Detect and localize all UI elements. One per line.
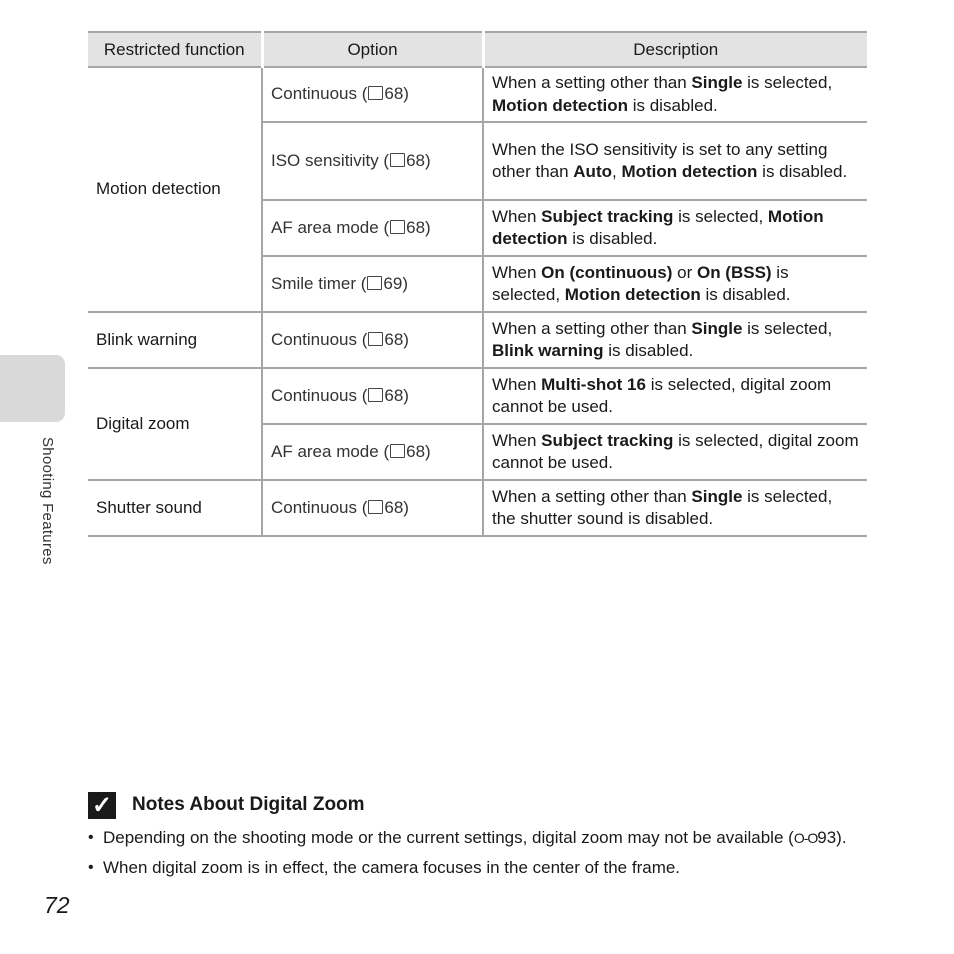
option-label: Smile timer ( <box>271 273 367 293</box>
table-row <box>88 480 867 536</box>
book-reference-icon <box>368 332 383 346</box>
description-emphasis: Auto <box>573 162 612 181</box>
option-cell <box>262 480 483 536</box>
option-cell <box>262 368 483 424</box>
description-emphasis: Subject tracking <box>541 430 674 450</box>
restrictions-table <box>88 31 867 537</box>
page-reference: 68) <box>384 385 409 405</box>
page-reference: 68) <box>384 84 409 104</box>
note-text: When digital zoom is in effect, the camera focuses in the center of the frame. <box>103 858 681 877</box>
book-reference-icon <box>390 220 405 234</box>
option-label: Continuous ( <box>271 385 368 405</box>
description-emphasis: Single <box>691 73 743 92</box>
description-emphasis: On (BSS) <box>696 262 772 282</box>
table-row <box>88 368 867 424</box>
page-reference: 69) <box>383 273 408 293</box>
description-emphasis: On (continuous) <box>541 262 673 282</box>
description-text: When <box>492 374 542 394</box>
page-reference: 68) <box>384 329 409 349</box>
description-cell <box>483 122 867 200</box>
page-reference: 68) <box>384 497 409 517</box>
table-header-row <box>88 32 867 67</box>
description-emphasis: Single <box>691 318 743 338</box>
description-text: When a setting other than <box>492 486 692 506</box>
description-cell <box>483 312 867 368</box>
description-emphasis: Motion detection <box>564 285 701 304</box>
option-label: Continuous ( <box>271 329 368 349</box>
description-text: , <box>612 162 622 181</box>
description-cell <box>483 256 867 312</box>
option-label: Continuous ( <box>271 497 368 517</box>
description-text: When a setting other than <box>492 318 692 338</box>
table-row <box>88 312 867 368</box>
description-text: is disabled. <box>757 162 848 181</box>
description-cell <box>483 424 867 480</box>
description-text: is selected, the shutter sound is disabled. <box>492 486 833 528</box>
description-text: When <box>492 430 542 450</box>
option-cell <box>262 312 483 368</box>
reference-section-icon: O-O <box>793 830 818 846</box>
header-description: Description <box>483 32 867 67</box>
description-text: is selected, <box>742 318 833 338</box>
restricted-function-cell: Blink warning <box>88 312 262 368</box>
description-cell <box>483 368 867 424</box>
description-emphasis: Single <box>691 486 743 506</box>
description-text: or <box>672 262 697 282</box>
option-cell <box>262 256 483 312</box>
header-option: Option <box>262 32 483 67</box>
note-bullet <box>88 856 868 879</box>
page-reference: 68) <box>406 441 431 461</box>
restricted-function-cell: Motion detection <box>88 67 262 312</box>
notes-section <box>88 790 868 885</box>
description-text: is selected, <box>742 73 833 92</box>
book-reference-icon <box>368 500 383 514</box>
description-cell <box>483 67 867 122</box>
notes-header <box>88 790 868 820</box>
section-tab <box>0 355 65 422</box>
book-reference-icon <box>368 86 383 100</box>
book-reference-icon <box>368 388 383 402</box>
table-body <box>88 67 867 536</box>
description-emphasis: Subject tracking <box>541 206 674 226</box>
option-cell <box>262 67 483 122</box>
description-text: is disabled. <box>567 229 658 248</box>
description-text: is selected, <box>492 262 789 304</box>
restricted-function-cell: Digital zoom <box>88 368 262 480</box>
header-restricted-function: Restricted function <box>88 32 262 67</box>
description-text: is disabled. <box>700 285 791 304</box>
description-text: When a setting other than <box>492 73 692 92</box>
description-text: is selected, <box>673 206 768 226</box>
description-text: is disabled. <box>627 95 718 115</box>
note-bullet <box>88 826 868 850</box>
description-text: is selected, digital zoom cannot be used. <box>492 374 832 416</box>
notes-list <box>88 826 868 879</box>
book-reference-icon <box>390 444 405 458</box>
option-cell <box>262 200 483 256</box>
check-icon: ✓ <box>88 792 116 819</box>
page-number: 72 <box>44 892 70 918</box>
book-reference-icon <box>390 153 405 167</box>
description-emphasis: Motion detection <box>492 95 628 115</box>
note-ref: 93). <box>817 828 847 847</box>
option-label: ISO sensitivity ( <box>271 150 390 170</box>
option-label: AF area mode ( <box>271 441 390 461</box>
table-row <box>88 67 867 122</box>
page-reference: 68) <box>406 217 431 237</box>
option-label: AF area mode ( <box>271 217 390 237</box>
description-cell <box>483 480 867 536</box>
section-label: Shooting Features <box>39 437 56 565</box>
description-text: is disabled. <box>603 341 694 360</box>
description-emphasis: Multi-shot 16 <box>541 374 646 394</box>
option-cell <box>262 122 483 200</box>
note-text: Depending on the shooting mode or the current settings, digital zoom may not be available ( <box>103 828 794 847</box>
description-text: When <box>492 206 542 226</box>
description-emphasis: Motion detection <box>492 206 824 248</box>
option-cell <box>262 424 483 480</box>
description-cell <box>483 200 867 256</box>
page-reference: 68) <box>406 150 431 170</box>
option-label: Continuous ( <box>271 84 368 104</box>
notes-title: Notes About Digital Zoom <box>132 794 365 815</box>
description-text: is selected, digital zoom cannot be used. <box>492 430 859 472</box>
description-emphasis: Motion detection <box>621 162 758 181</box>
description-emphasis: Blink warning <box>492 341 604 360</box>
description-text: When the ISO sensitivity is set to any setting other than <box>492 139 828 181</box>
description-text: When <box>492 262 542 282</box>
restricted-function-cell: Shutter sound <box>88 480 262 536</box>
book-reference-icon <box>367 276 382 290</box>
